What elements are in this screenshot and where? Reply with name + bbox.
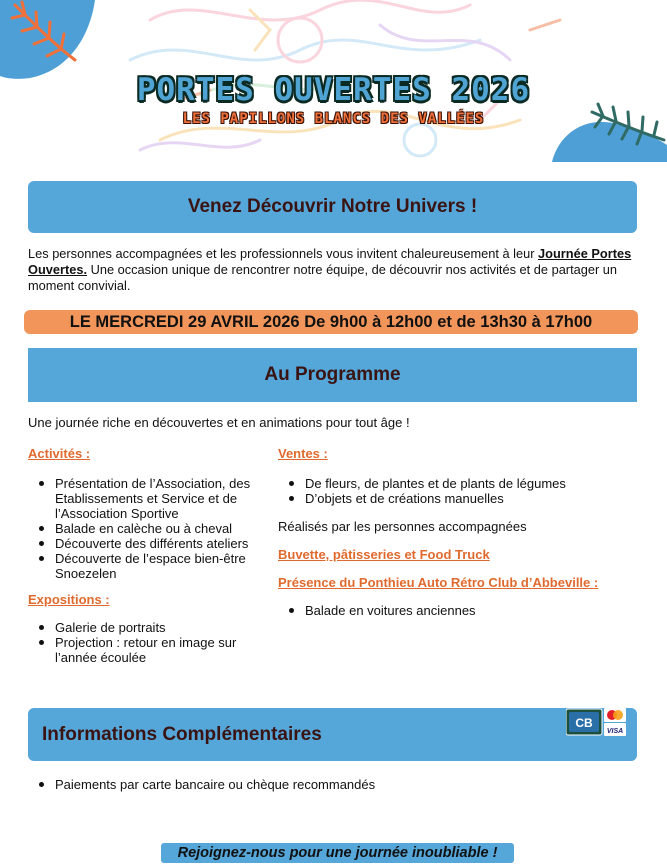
list-item: Balade en calèche ou à cheval <box>28 521 268 536</box>
list-item: Découverte de l’espace bien-être Snoezelen <box>28 551 268 581</box>
intro-text-end: Une occasion unique de rencontrer notre équipe, de découvrir nos activités et de partager un moment convivial. <box>28 262 618 293</box>
intro-paragraph <box>28 246 640 294</box>
info-heading: Informations Complémentaires <box>28 708 637 761</box>
presence-title: Présence du Ponthieu Auto Rétro Club d’Abbeville : <box>278 575 599 590</box>
intro-heading: Venez Découvrir Notre Univers ! <box>28 181 637 233</box>
list-item: D’objets et de créations manuelles <box>278 491 618 506</box>
programme-heading: Au Programme <box>28 348 637 402</box>
list-item: Paiements par carte bancaire ou chèque recommandés <box>28 777 528 792</box>
list-item: Découverte des différents ateliers <box>28 536 268 551</box>
activites-list <box>28 476 268 581</box>
payment-cards-icon <box>566 708 628 738</box>
intro-text-start: Les personnes accompagnées et les professionnels vous invitent chaleureusement à leur <box>28 246 539 261</box>
list-item: Balade en voitures anciennes <box>278 603 618 618</box>
cb-card-label: CB <box>575 716 593 730</box>
activites-title: Activités : <box>28 446 91 461</box>
list-item: Présentation de l’Association, des Etablissements et Service et de l’Association Sportive <box>28 476 268 521</box>
open-day-emphasis: Journée Portes Ouvertes. <box>28 246 632 277</box>
header-banner <box>0 0 667 162</box>
list-item: De fleurs, de plantes et de plants de légumes <box>278 476 618 491</box>
list-item: Galerie de portraits <box>28 620 258 635</box>
date-banner: LE MERCREDI 29 AVRIL 2026 De 9h00 à 12h00 et de 13h30 à 17h00 <box>24 310 638 334</box>
list-item: Projection : retour en image sur l’année écoulée <box>28 635 258 665</box>
ventes-note: Réalisés par les personnes accompagnées <box>278 519 527 534</box>
buvette-title: Buvette, pâtisseries et Food Truck <box>278 547 490 562</box>
presence-list <box>278 603 618 618</box>
visa-card-label: VISA <box>606 728 624 735</box>
ventes-list <box>278 476 618 506</box>
expositions-list <box>28 620 258 665</box>
ventes-title: Ventes : <box>278 446 328 461</box>
info-list <box>28 777 528 792</box>
event-title: PORTES OUVERTES 2026 <box>136 72 531 108</box>
closing-banner: Rejoignez-nous pour une journée inoubliable ! <box>161 843 514 863</box>
organization-name: LES PAPILLONS BLANCS DES VALLÉES <box>182 111 485 127</box>
expositions-title: Expositions : <box>28 592 110 607</box>
programme-intro: Une journée riche en découvertes et en animations pour tout âge ! <box>28 415 410 430</box>
